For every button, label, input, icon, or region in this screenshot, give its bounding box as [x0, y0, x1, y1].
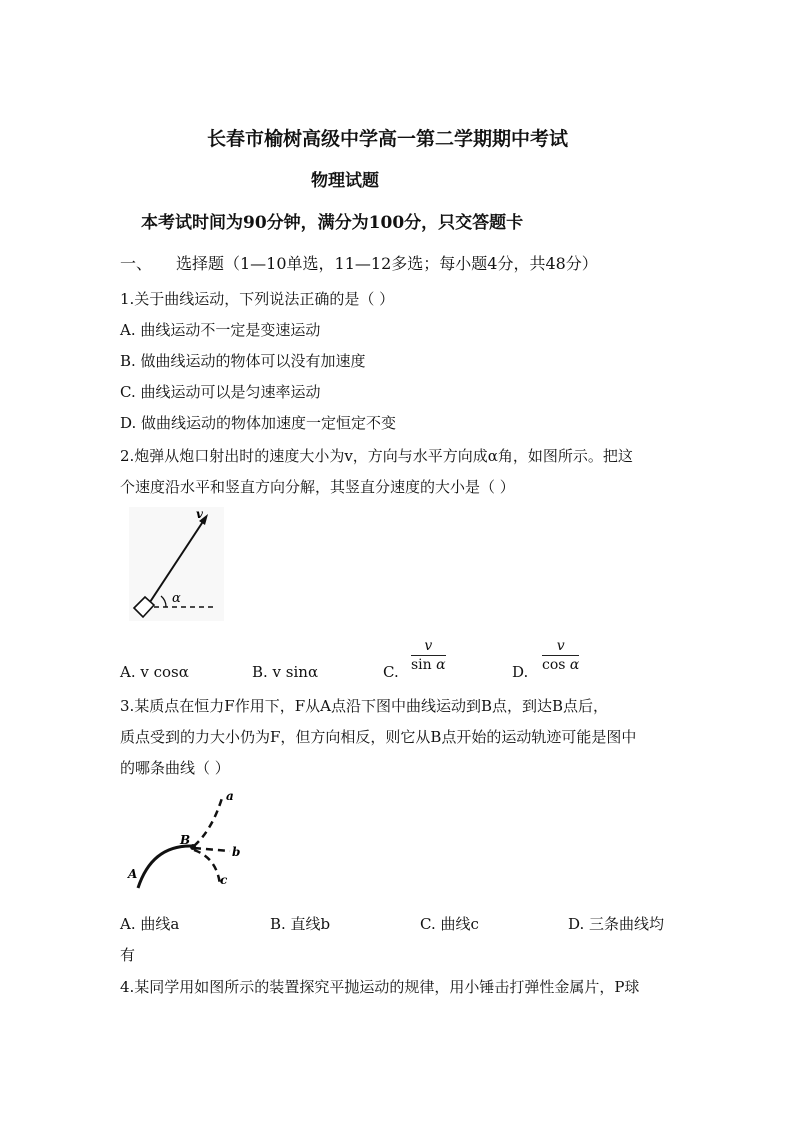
q2-option-d-den-var: α	[569, 657, 580, 673]
point-b-marker	[190, 844, 196, 850]
label-v: v	[196, 507, 203, 521]
q2-option-c-den-var: α	[436, 657, 446, 673]
section-label: 选择题（1—10单选，11—12多选；每小题4分，共48分）	[176, 254, 598, 273]
q3-stem-line3: 的哪条曲线（ ）	[120, 759, 230, 777]
q3-option-d: D. 三条曲线均	[568, 915, 665, 933]
label-alpha: α	[172, 591, 181, 606]
q2-option-d-letter: D.	[512, 663, 529, 681]
label-b: b	[232, 845, 241, 859]
q1-option-a: A. 曲线运动不一定是变速运动	[120, 321, 321, 339]
q2-figure-cannon	[128, 506, 228, 626]
q3-option-a: A. 曲线a	[120, 915, 180, 933]
q3-figure-trajectory	[122, 790, 257, 898]
q3-option-c: C. 曲线c	[420, 915, 479, 933]
label-a: a	[226, 790, 234, 803]
exam-title: 长春市榆树高级中学高一第二学期期中考试	[207, 128, 569, 150]
q2-stem-line2: 个速度沿水平和竖直方向分解，其竖直分速度的大小是（ ）	[120, 478, 515, 496]
q2-option-d-numerator: v	[542, 638, 579, 656]
q1-stem: 1.关于曲线运动，下列说法正确的是（ ）	[120, 290, 395, 308]
label-B: B	[180, 833, 191, 847]
exam-subject: 物理试题	[311, 171, 379, 191]
q1-option-c: C. 曲线运动可以是匀速率运动	[120, 383, 321, 401]
q2-option-c-numerator: v	[411, 638, 446, 656]
q2-option-c-fraction	[411, 638, 446, 673]
q4-stem-line1: 4.某同学用如图所示的装置探究平抛运动的规律，用小锤击打弹性金属片，P球	[120, 978, 640, 996]
q2-option-d-fraction	[542, 638, 579, 673]
section-number: 一、	[120, 254, 153, 273]
line-b	[194, 848, 230, 851]
q3-stem-line1: 3.某质点在恒力F作用下，F从A点沿下图中曲线运动到B点，到达B点后，	[120, 697, 609, 715]
q3-stem-line2: 质点受到的力大小仍为F，但方向相反，则它从B点开始的运动轨迹可能是图中	[120, 728, 637, 746]
q3-option-b: B. 直线b	[270, 915, 331, 933]
curve-a	[194, 798, 222, 846]
q1-option-d: D. 做曲线运动的物体加速度一定恒定不变	[120, 414, 397, 432]
exam-notice: 本考试时间为90分钟，满分为100分，只交答题卡	[141, 213, 524, 233]
label-c: c	[220, 873, 228, 887]
arc-a-to-b	[138, 846, 192, 888]
q2-stem-line1: 2.炮弹从炮口射出时的速度大小为v，方向与水平方向成α角，如图所示。把这	[120, 447, 633, 465]
q2-option-a: A. v cosα	[120, 663, 189, 681]
curve-c	[194, 850, 220, 885]
label-A: A	[128, 867, 138, 881]
q2-option-b: B. v sinα	[252, 663, 319, 681]
q2-option-c-letter: C.	[383, 663, 399, 681]
q2-option-c-den-fn: sin	[411, 657, 437, 673]
q2-option-d-den-fn: cos	[542, 657, 570, 673]
q3-option-d-wrap: 有	[120, 946, 136, 964]
q1-option-b: B. 做曲线运动的物体可以没有加速度	[120, 352, 366, 370]
